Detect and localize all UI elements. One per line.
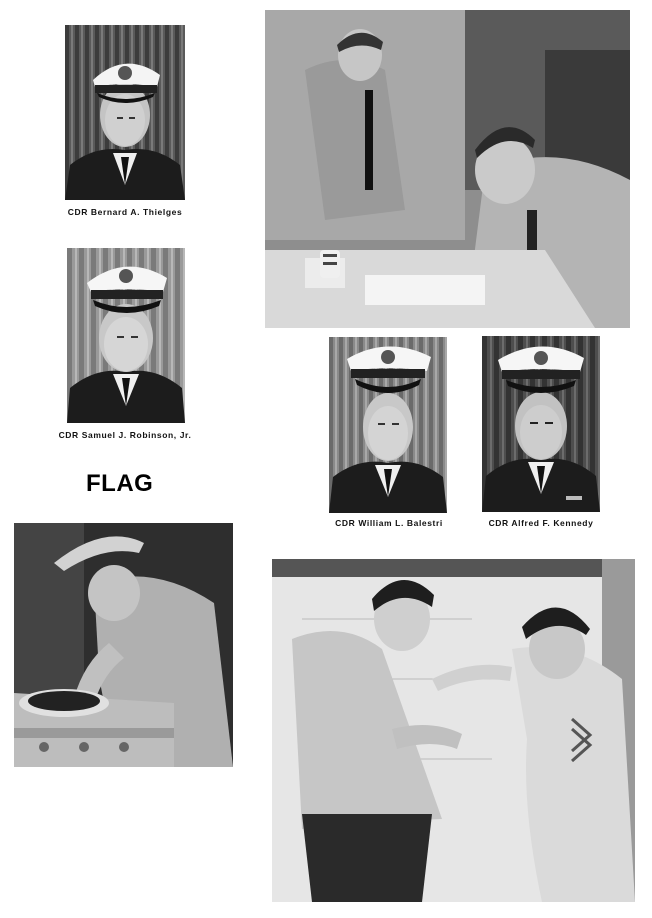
chart-board-art [272, 559, 635, 902]
portrait-thielges-art [65, 25, 185, 200]
desk-scene-art [265, 10, 630, 328]
portrait-balestri-art [329, 337, 447, 513]
section-heading: FLAG [86, 470, 154, 497]
portrait-caption-balestri: CDR William L. Balestri [335, 518, 443, 528]
photo-plotting-instrument [14, 523, 233, 767]
portrait-photo-robinson [67, 248, 185, 423]
portrait-photo-balestri [329, 337, 447, 513]
photo-chart-board [272, 559, 635, 902]
portrait-kennedy-art [482, 336, 600, 512]
portrait-photo-kennedy [482, 336, 600, 512]
portrait-robinson-art [67, 248, 185, 423]
plotting-instrument-art [14, 523, 233, 767]
photo-desk-scene [265, 10, 630, 328]
portrait-caption-thielges: CDR Bernard A. Thielges [67, 207, 183, 217]
portrait-photo-thielges [65, 25, 185, 200]
portrait-caption-robinson: CDR Samuel J. Robinson, Jr. [58, 430, 192, 440]
portrait-caption-kennedy: CDR Alfred F. Kennedy [488, 518, 594, 528]
